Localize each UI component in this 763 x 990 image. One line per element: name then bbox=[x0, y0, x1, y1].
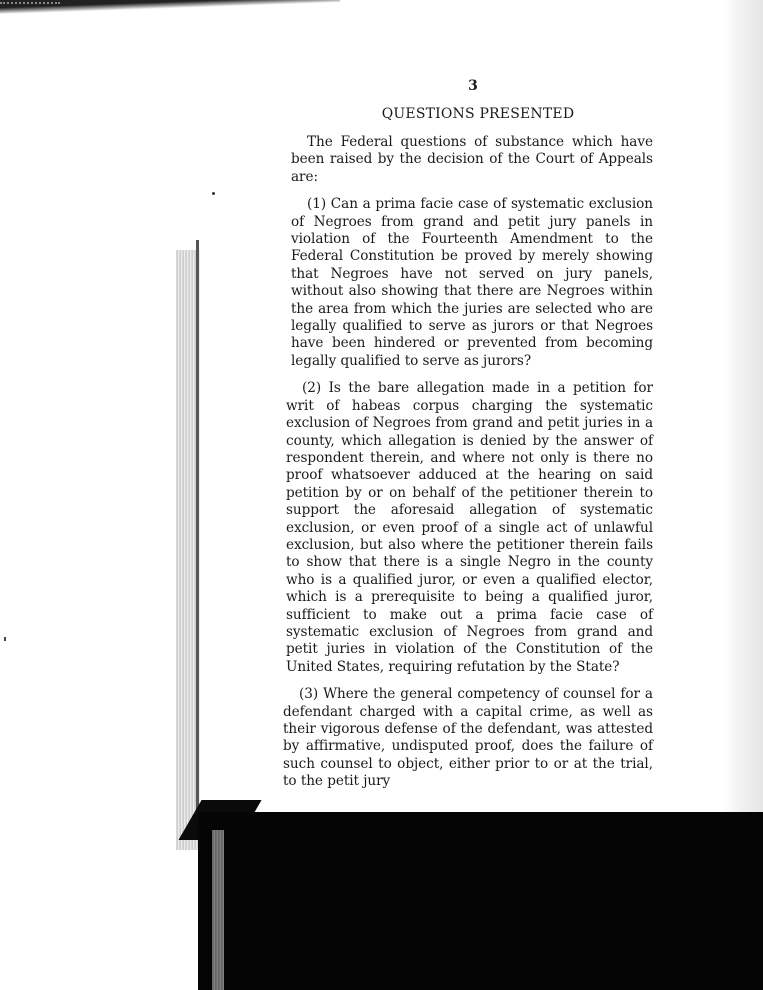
question-paragraph: (2) Is the bare allegation made in a petition for writ of habeas corpus charging the systematic exclusion of Negroes from grand and petit juries in a county, which allegation is denied by the answer of respondent therein, and where not only is there no proof whatsoever adduced at the hearing on said petition by or on behalf of the petitioner therein to support the aforesaid allegation of systematic exclusion, or even proof of a single act of unlawful exclusion, but also where the petitioner therein fails to show that there is a single Negro in the county who is a qualified juror, or even a qualified elector, which is a prerequisite to being a qualified juror, sufficient to make out a prima facie case of systematic exclusion of Negroes from grand and petit juries in violation of the Constitution of the United States, requiring refutation by the State? bbox=[286, 380, 653, 675]
question-paragraph: (3) Where the general competency of counsel for a defendant charged with a capital crime, as well as their vigorous defense of the defendant, was attested by affirmative, undisputed proof, does the failure of such counsel to object, either prior to or at the trial, to the petit jury bbox=[283, 686, 653, 790]
section-heading: QUESTIONS PRESENTED bbox=[381, 106, 575, 122]
page-body bbox=[283, 78, 653, 791]
binding-texture bbox=[212, 830, 224, 990]
scan-speck bbox=[4, 637, 6, 641]
question-paragraph: (1) Can a prima facie case of systematic exclusion of Negroes from grand and petit jury panels in violation of the Fourteenth Amendment to the Federal Constitution be proved by merely showing that Negroes have not served on jury panels, without also showing that there are Negroes within the area from which the juries are selected who are legally qualified to serve as jurors or that Negroes have been hindered or prevented from becoming legally qualified to serve as jurors? bbox=[291, 196, 653, 369]
page-number: 3 bbox=[468, 78, 478, 94]
intro-paragraph: The Federal questions of substance which have been raised by the decision of the Court of Appeals are: bbox=[291, 134, 653, 185]
scan-edge-marks bbox=[0, 2, 60, 6]
scan-bottom-dark-area bbox=[198, 812, 763, 990]
scan-speck bbox=[212, 192, 215, 195]
binding-edge bbox=[196, 240, 199, 820]
